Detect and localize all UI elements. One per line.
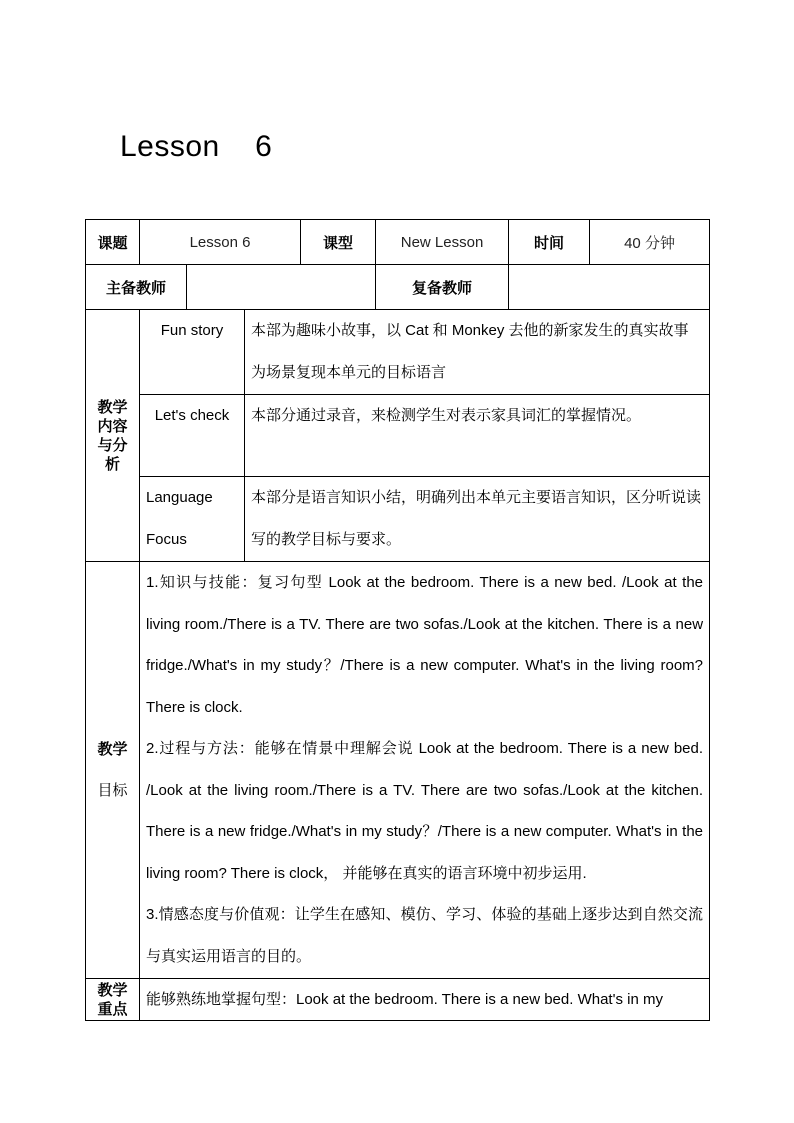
type-label: 课型 — [301, 220, 376, 265]
analysis-item-text: 本部为趣味小故事，以 Cat 和 Monkey 去他的新家发生的真实故事为场景复现本单元的目标语言 — [245, 310, 710, 395]
goals-attitude: 3.情感态度与价值观：让学生在感知、模仿、学习、体验的基础上逐步达到自然交流与真实运用语言的目的。 — [146, 906, 704, 965]
co-teacher-label: 复备教师 — [376, 265, 509, 310]
key-points-text: 能够熟练地掌握句型：Look at the bedroom. There is a new bed. What's in my — [140, 979, 710, 1021]
time-value: 40 分钟 — [590, 220, 710, 265]
key-points-label — [86, 979, 140, 1021]
goals-label-line1: 教学 — [97, 741, 128, 758]
analysis-item-title: Let's check — [140, 395, 245, 477]
goals-text — [140, 562, 710, 979]
analysis-item-title: Language Focus — [140, 477, 245, 562]
analysis-item-title: Fun story — [140, 310, 245, 395]
meta-row — [86, 220, 710, 265]
analysis-item-text: 本部分是语言知识小结，明确列出本单元主要语言知识，区分听说读写的教学目标与要求。 — [245, 477, 710, 562]
topic-label: 课题 — [86, 220, 140, 265]
key-points-label-text: 教学重点 — [97, 981, 128, 1018]
co-teacher-value — [509, 265, 710, 310]
type-value: New Lesson — [376, 220, 509, 265]
analysis-row-fun-story — [86, 310, 710, 395]
goals-label — [86, 562, 140, 979]
main-teacher-value — [187, 265, 376, 310]
analysis-label-text: 教学内容与分析 — [97, 398, 128, 473]
goals-row — [86, 562, 710, 979]
analysis-row-language-focus — [86, 477, 710, 562]
lesson-plan-table — [85, 219, 710, 1021]
time-label: 时间 — [509, 220, 590, 265]
goals-knowledge: 1.知识与技能：复习句型 Look at the bedroom. There is a new bed. /Look at the living room./There is a TV. There are two sofas./Look at the kitchen. There is a new fridge./What's in my study？/There is a new computer. What's in the living room? There is clock. — [146, 574, 704, 716]
analysis-item-text: 本部分通过录音，来检测学生对表示家具词汇的掌握情况。 — [245, 395, 710, 477]
analysis-label — [86, 310, 140, 562]
page-title: Lesson 6 — [120, 130, 273, 163]
analysis-row-lets-check — [86, 395, 710, 477]
goals-process: 2.过程与方法：能够在情景中理解会说 Look at the bedroom. There is a new bed. /Look at the living room./There is a TV. There are two sofas./Look at the kitchen. There is a new fridge./What's in my study？/There is a new computer. What's in the living room? There is clock， 并能够在真实的语言环境中初步运用. — [146, 740, 704, 882]
goals-label-line2: 目标 — [97, 782, 128, 799]
teacher-row — [86, 265, 710, 310]
main-teacher-label: 主备教师 — [86, 265, 187, 310]
topic-value: Lesson 6 — [140, 220, 301, 265]
key-points-row — [86, 979, 710, 1021]
